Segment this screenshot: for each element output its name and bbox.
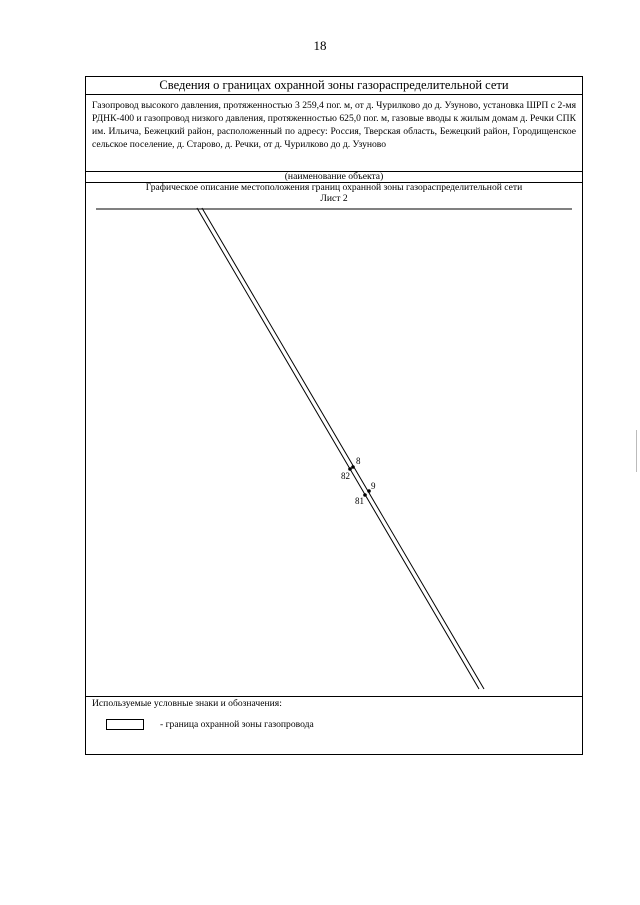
point-label-8: 8 bbox=[356, 456, 361, 466]
protection-zone-sheet bbox=[85, 76, 583, 755]
legend-title: Используемые условные знаки и обозначения: bbox=[92, 698, 282, 709]
zone-boundary-line-left bbox=[197, 208, 479, 689]
sheet-title: Сведения о границах охранной зоны газораспределительной сети bbox=[86, 77, 582, 95]
scan-edge-mark bbox=[636, 430, 637, 472]
point-marker-8 bbox=[351, 465, 355, 469]
boundary-drawing bbox=[86, 193, 582, 696]
point-label-82: 82 bbox=[341, 471, 350, 481]
sheet-label: Лист 2 bbox=[320, 193, 348, 204]
legend-divider bbox=[86, 696, 582, 697]
legend-item-label: - граница охранной зоны газопровода bbox=[160, 718, 314, 730]
legend-swatch-zone-boundary bbox=[106, 719, 144, 730]
graphic-description-title: Графическое описание местоположения границ охранной зоны газораспределительной сети bbox=[145, 182, 523, 193]
legend-item-zone-boundary bbox=[106, 717, 314, 731]
point-label-81: 81 bbox=[355, 496, 364, 506]
point-label-9: 9 bbox=[371, 481, 376, 491]
page-number: 18 bbox=[313, 38, 327, 53]
object-description: Газопровод высокого давления, протяженностью 3 259,4 пог. м, от д. Чурилково до д. Узуново, установка ШРП с 2-мя РДНК-400 и газопровод низкого давления, протяженностью 625,0 пог. м, газовые вводы к жилым домам д. Речки СПК им. Ильича, Бежецкий район, расположенный по адресу: Россия, Тверская область, Бежецкий район, Городищенское сельское поселение, д. Старово, д. Речки, от д. Чурилково до д. Узуново bbox=[86, 95, 582, 172]
zone-boundary-line-right bbox=[202, 208, 484, 689]
object-caption: (наименование объекта) bbox=[86, 172, 582, 183]
